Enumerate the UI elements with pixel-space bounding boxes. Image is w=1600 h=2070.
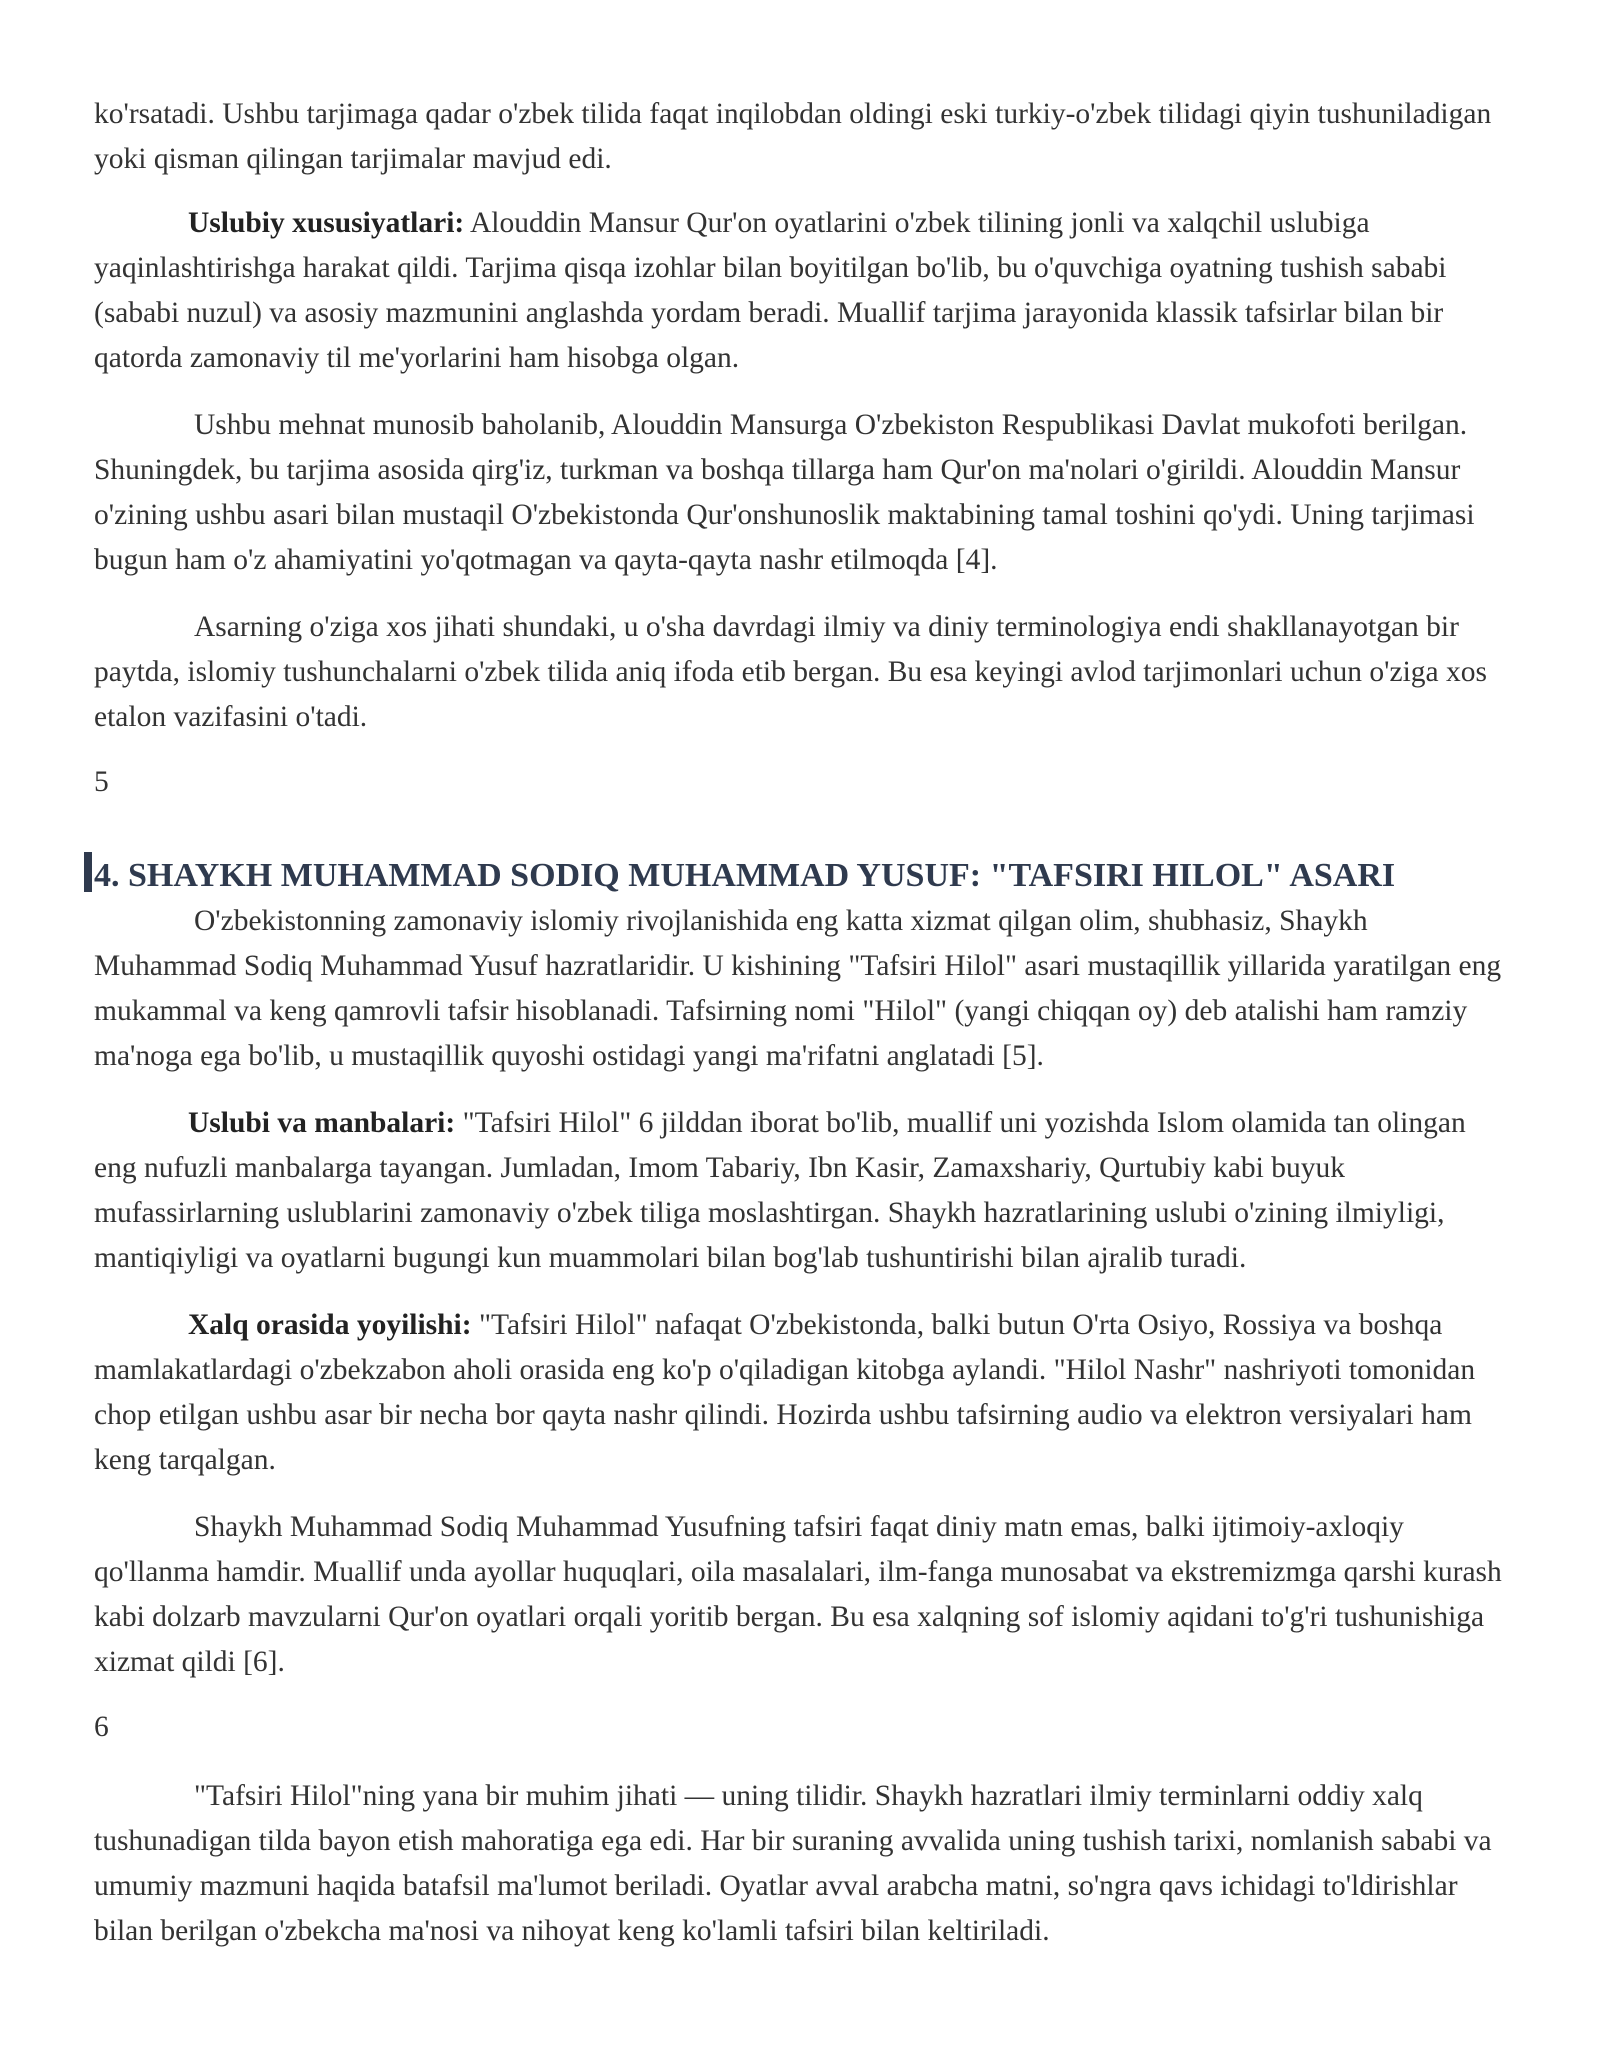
- paragraph-shaykh-intro: O'zbekistonning zamonaviy islomiy rivojlanishida eng katta xizmat qilgan olim, shubhasiz, Shaykh Muhammad Sodiq Muhammad Yusuf hazratlaridir. U kishining "Tafsiri Hilol" asari mustaqillik yillarida yaratilgan eng mukammal va keng qamrovli tafsir hisoblanadi. Tafsirning nomi "Hilol" (yangi chiqqan oy) deb atalishi ham ramziy ma'noga ega bo'lib, u mustaqillik quyoshi ostidagi yangi ma'rifatni anglatadi [5].: [94, 905, 1502, 1072]
- paragraph-terminology: Asarning o'ziga xos jihati shundaki, u o'sha davrdagi ilmiy va diniy terminologiya endi shakllanayotgan bir paytda, islomiy tushunchalarni o'zbek tilida aniq ifoda etib bergan. Bu esa keyingi avlod tarjimonlari uchun o'ziga xos etalon vazifasini o'tadi.: [94, 611, 1487, 733]
- paragraph-state-award: Ushbu mehnat munosib baholanib, Alouddin Mansurga O'zbekiston Respublikasi Davlat mukofoti berilgan. Shuningdek, bu tarjima asosida qirg'iz, turkman va boshqa tillarga ham Qur'on ma'nolari o'girildi. Alouddin Mansur o'zining ushbu asari bilan mustaqil O'zbekistonda Qur'onshunoslik maktabining tamal toshini qo'ydi. Uning tarjimasi bugun ham o'z ahamiyatini yo'qotmagan va qayta-qayta nashr etilmoqda [4].: [94, 409, 1475, 576]
- paragraph-social-guide: Shaykh Muhammad Sodiq Muhammad Yusufning tafsiri faqat diniy matn emas, balki ijtimoiy-axloqiy qo'llanma hamdir. Muallif unda ayollar huquqlari, oila masalalari, ilm-fanga munosabat va ekstremizmga qarshi kurash kabi dolzarb mavzularni Qur'on oyatlari orqali yoritib bergan. Bu esa xalqning sof islomiy aqidani to'g'ri tushunishiga xizmat qildi [6].: [94, 1511, 1502, 1678]
- paragraph-label: Uslubiy xususiyatlari:: [188, 207, 465, 239]
- paragraph-intro-continuation: ko'rsatadi. Ushbu tarjimaga qadar o'zbek tilida faqat inqilobdan oldingi eski turkiy-o'zbek tilidagi qiyin tushuniladigan yoki qisman qilingan tarjimalar mavjud edi.: [94, 98, 1492, 175]
- paragraph-uslubi-manbalari: [94, 1101, 1514, 1281]
- paragraph-text: "Tafsiri Hilol" nafaqat O'zbekistonda, balki butun O'rta Osiyo, Rossiya va boshqa mamlakatlardagi o'zbekzabon aholi orasida eng ko'p o'qiladigan kitobga aylandi. "Hilol Nashr" nashriyoti tomonidan chop etilgan ushbu asar bir necha bor qayta nashr qilindi. Hozirda ushbu tafsirning audio va elektron versiyalari ham keng tarqalgan.: [94, 1309, 1476, 1476]
- paragraph-label: Uslubi va manbalari:: [188, 1107, 456, 1139]
- paragraph-text: Alouddin Mansur Qur'on oyatlarini o'zbek tilining jonli va xalqchil uslubiga yaqinlashtirishga harakat qildi. Tarjima qisqa izohlar bilan boyitilgan bo'lib, bu o'quvchiga oyatning tushish sababi (sababi nuzul) va asosiy mazmunini anglashda yordam beradi. Muallif tarjima jarayonida klassik tafsirlar bilan bir qatorda zamonaviy til me'yorlarini ham hisobga olgan.: [94, 207, 1447, 374]
- page-number-6: 6: [94, 1711, 109, 1743]
- section-heading: [84, 852, 1524, 898]
- heading-marker: [84, 852, 92, 892]
- paragraph-xalq-orasida: [94, 1303, 1514, 1483]
- paragraph-text: "Tafsiri Hilol" 6 jilddan iborat bo'lib, muallif uni yozishda Islom olamida tan olingan eng nufuzli manbalarga tayangan. Jumladan, Imom Tabariy, Ibn Kasir, Zamaxshariy, Qurtubiy kabi buyuk mufassirlarning uslublarini zamonaviy o'zbek tiliga moslashtirgan. Shaykh hazratlarining uslubi o'zining ilmiyligi, mantiqiyligi va oyatlarni bugungi kun muammolari bilan bog'lab tushuntirishi bilan ajralib turadi.: [94, 1107, 1466, 1274]
- paragraph-uslubiy-xususiyatlari: [94, 201, 1514, 381]
- page-number-5: 5: [94, 766, 109, 798]
- paragraph-language: "Tafsiri Hilol"ning yana bir muhim jihati — uning tilidir. Shaykh hazratlari ilmiy terminlarni oddiy xalq tushunadigan tilda bayon etish mahoratiga ega edi. Har bir suraning avvalida uning tushish tarixi, nomlanish sababi va umumiy mazmuni haqida batafsil ma'lumot beriladi. Oyatlar avval arabcha matni, so'ngra qavs ichidagi to'ldirishlar bilan berilgan o'zbekcha ma'nosi va nihoyat keng ko'lamli tafsiri bilan keltiriladi.: [94, 1780, 1492, 1947]
- paragraph-label: Xalq orasida yoyilishi:: [188, 1309, 472, 1341]
- heading-text: 4. SHAYKH MUHAMMAD SODIQ MUHAMMAD YUSUF: "TAFSIRI HILOL" ASARI: [94, 857, 1396, 894]
